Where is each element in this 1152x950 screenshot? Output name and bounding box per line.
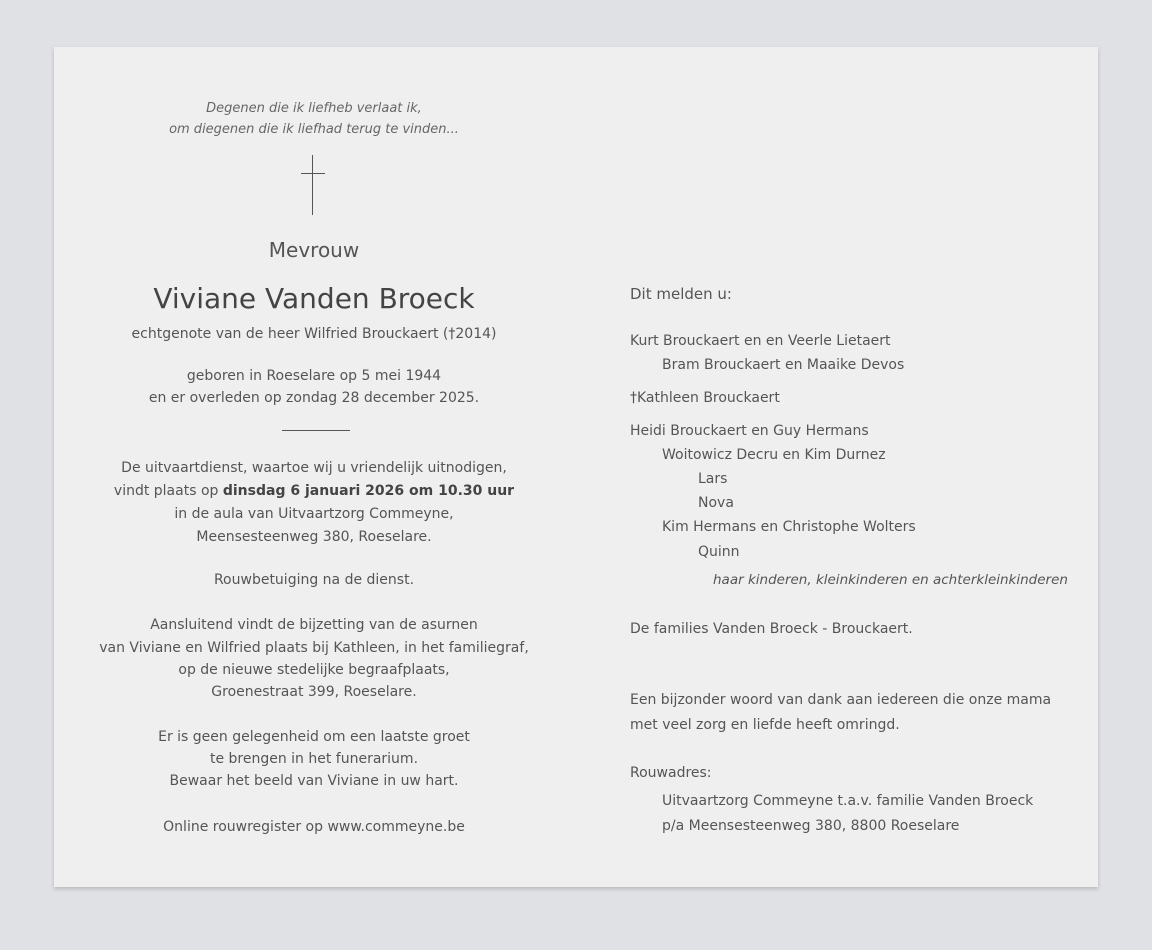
family-line: Kim Hermans en Christophe Wolters	[662, 519, 916, 535]
spouse-line: echtgenote van de heer Wilfried Brouckaert (†2014)	[131, 326, 497, 342]
quote-line-1: Degenen die ik liefheb verlaat ik,	[206, 101, 422, 116]
address-line-1: Uitvaartzorg Commeyne t.a.v. familie Vanden Broeck	[662, 793, 1034, 809]
address-line-2: p/a Meensesteenweg 380, 8800 Roeselare	[662, 818, 960, 834]
divider	[282, 430, 350, 431]
service-line-2	[54, 481, 574, 501]
death-notice-card	[54, 47, 1098, 887]
family-line: Nova	[698, 495, 734, 511]
service-line-4: Meensesteenweg 380, Roeselare.	[196, 529, 432, 545]
cross-icon	[301, 155, 325, 215]
family-line: Woitowicz Decru en Kim Durnez	[662, 447, 886, 463]
family-line: Quinn	[698, 544, 740, 560]
family-caption: haar kinderen, kleinkinderen en achterkleinkinderen	[713, 572, 1068, 588]
service-date: dinsdag 6 januari 2026 om 10.30 uur	[222, 483, 515, 499]
farewell-line-1: Er is geen gelegenheid om een laatste groet	[158, 729, 470, 745]
family-line: Lars	[698, 471, 728, 487]
right-column	[630, 47, 1070, 887]
birth-line: geboren in Roeselare op 5 mei 1944	[186, 368, 442, 384]
family-line: Bram Brouckaert en Maaike Devos	[662, 357, 905, 373]
family-line: †Kathleen Brouckaert	[630, 390, 780, 406]
service-line-1: De uitvaartdienst, waartoe wij u vriendelijk uitnodigen,	[121, 460, 507, 476]
burial-line-3: op de nieuwe stedelijke begraafplaats,	[178, 662, 450, 678]
thanks-line-1: Een bijzonder woord van dank aan iedereen die onze mama	[630, 692, 1052, 708]
families-line: De families Vanden Broeck - Brouckaert.	[630, 621, 913, 637]
thanks-line-2: met veel zorg en liefde heeft omringd.	[630, 717, 900, 733]
family-line: Kurt Brouckaert en en Veerle Lietaert	[630, 333, 891, 349]
condolence-line: Rouwbetuiging na de dienst.	[213, 572, 415, 588]
farewell-line-3: Bewaar het beeld van Viviane in uw hart.	[169, 773, 459, 789]
deceased-title: Mevrouw	[268, 238, 360, 262]
service-prefix: vindt plaats op	[113, 483, 223, 499]
farewell-line-2: te brengen in het funerarium.	[209, 751, 419, 767]
quote-line-2: om diegenen die ik liefhad terug te vinden...	[169, 122, 459, 137]
deceased-name: Viviane Vanden Broeck	[153, 282, 475, 315]
burial-line-4: Groenestraat 399, Roeselare.	[211, 684, 417, 700]
announcers-intro: Dit melden u:	[630, 285, 732, 303]
burial-line-2: van Viviane en Wilfried plaats bij Kathleen, in het familiegraf,	[99, 640, 529, 656]
left-column	[54, 47, 574, 887]
burial-line-1: Aansluitend vindt de bijzetting van de asurnen	[150, 617, 478, 633]
register-line: Online rouwregister op www.commeyne.be	[163, 819, 465, 835]
service-line-3: in de aula van Uitvaartzorg Commeyne,	[174, 506, 454, 522]
death-line: en er overleden op zondag 28 december 2025.	[148, 390, 480, 406]
family-line: Heidi Brouckaert en Guy Hermans	[630, 423, 869, 439]
address-label: Rouwadres:	[630, 765, 712, 781]
